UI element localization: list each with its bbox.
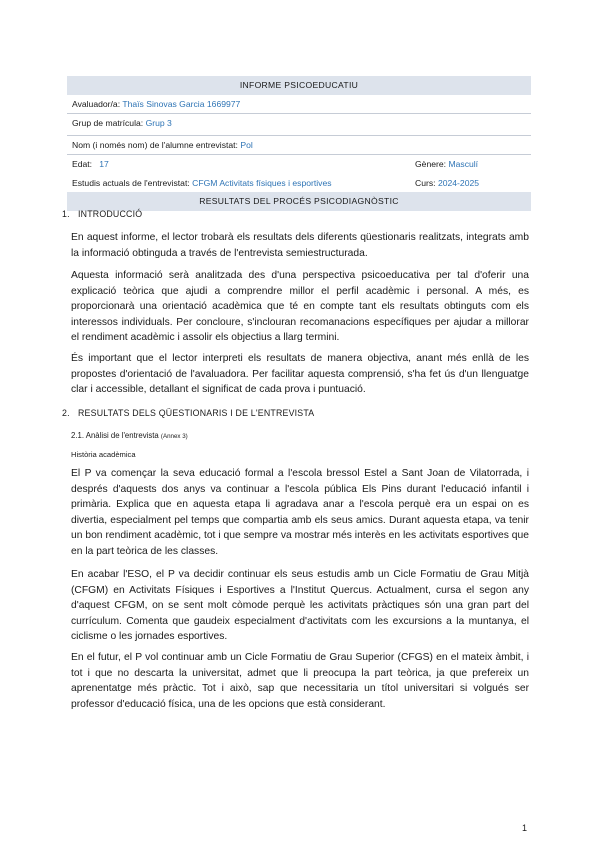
intro-paragraph-1: En aquest informe, el lector trobarà els resultats dels diferents qüestionaris realitzats, integrats amb la informació obtinguda a través de l'entrevista semiestructurada. xyxy=(71,232,529,259)
studies-label: Estudis actuals de l'entrevistat: xyxy=(72,177,190,188)
evaluator-value: Thaïs Sinovas Garcia 1669977 xyxy=(122,98,241,109)
section-1-number: 1. xyxy=(62,209,70,219)
annex-note: (Annex 3) xyxy=(160,433,188,440)
course-label: Curs: xyxy=(415,177,436,188)
group-label: Grup de matrícula: xyxy=(72,118,144,129)
group-row xyxy=(67,114,531,133)
report-title: INFORME PSICOEDUCATIU xyxy=(67,76,531,95)
student-label: Nom (i només nom) de l'alumne entrevistat: xyxy=(72,139,238,150)
history-paragraph-1: El P va començar la seva educació formal a l'escola bressol Estel a Sant Joan de Vilatorrada, i després d'aquests dos anys va continuar a l'escola pública Els Pins durant l'educació infantil i primària. Explica que en aquesta etapa li agradava anar a l'escola perquè era un espai on es divertia, especialment pel temps que compartia amb els seus amics. Durant aquesta etapa, va tenir un bon rendiment acadèmic, tot i que sempre va mostrar més interès en les activitats esportives que en la part teòrica de les classes. xyxy=(71,468,529,557)
results-title: RESULTATS DEL PROCÉS PSICODIAGNÒSTIC xyxy=(67,192,531,211)
subsection-2-1-heading xyxy=(71,431,188,440)
academic-history-heading: Història acadèmica xyxy=(71,450,136,459)
group-value: Grup 3 xyxy=(145,118,172,129)
student-row xyxy=(67,135,531,155)
section-2-heading xyxy=(62,408,314,418)
results-title-row xyxy=(67,192,531,211)
evaluator-row xyxy=(67,95,531,114)
section-2-title: RESULTATS DELS QÜESTIONARIS I DE L'ENTREVISTA xyxy=(78,408,315,418)
age-label: Edat: xyxy=(72,159,93,170)
report-title-row xyxy=(67,76,531,95)
course-value: 2024-2025 xyxy=(437,177,480,188)
evaluator-label: Avaluador/a: xyxy=(72,98,121,109)
subsection-2-1-title: 2.1. Anàlisi de l'entrevista xyxy=(71,431,159,440)
intro-paragraph-3: És important que el lector interpreti els resultats de manera objectiva, anant més enllà de les propostes d'orientació de l'avaluadora. Per facilitar aquesta comprensió, s'ha fet ús d'un llenguatge clar i accessible, detallant el significat de cada prova i puntuació. xyxy=(71,353,529,396)
gender-value: Masculí xyxy=(448,159,479,170)
intro-paragraph-2: Aquesta informació serà analitzada des d'una perspectiva psicoeducativa per tal d'oferir una explicació teòrica que ajudi a comprendre millor el perfil acadèmic i personal. A més, es proporcionarà una orientació acadèmica que té en compte tant els resultats obtinguts com els interessos individuals. Per concloure, s'inclouran recomanacions específiques per ajudar a millorar el rendiment acadèmic i assolir els objectius a llarg termini. xyxy=(71,270,529,344)
section-2-number: 2. xyxy=(62,408,70,418)
header-table xyxy=(67,76,531,211)
section-1-heading xyxy=(62,209,142,219)
studies-row xyxy=(67,174,531,193)
studies-value: CFGM Activitats físiques i esportives xyxy=(192,177,332,188)
age-gender-row xyxy=(67,155,531,174)
section-1-title: INTRODUCCIÓ xyxy=(78,209,143,219)
student-value: Pol xyxy=(240,139,253,150)
history-paragraph-3: En el futur, el P vol continuar amb un Cicle Formatiu de Grau Superior (CFGS) en el mateix àmbit, i tot i que no descarta la universitat, admet que li preocupa la part teòrica, ja que prefereix un aprenentatge més pràctic. Tot i això, sap que necessitaria un títol universitari si volgués ser professor d'educació física, una de les opcions que està considerant. xyxy=(71,652,529,710)
history-paragraph-2: En acabar l'ESO, el P va decidir continuar els seus estudis amb un Cicle Formatiu de Grau Mitjà (CFGM) en Activitats Físiques i Esportives a l'Institut Quercus. Actualment, cursa el segon any d'aquest CFGM, on se sent molt còmode perquè les activitats pràctiques són una gran part del currículum. Comenta que gaudeix especialment d'activitats com les excursions a la muntanya, el ciclisme o les jornades esportives. xyxy=(71,569,529,643)
page-number: 1 xyxy=(522,823,528,833)
gender-label: Gènere: xyxy=(415,159,447,170)
age-value: 17 xyxy=(99,159,109,170)
